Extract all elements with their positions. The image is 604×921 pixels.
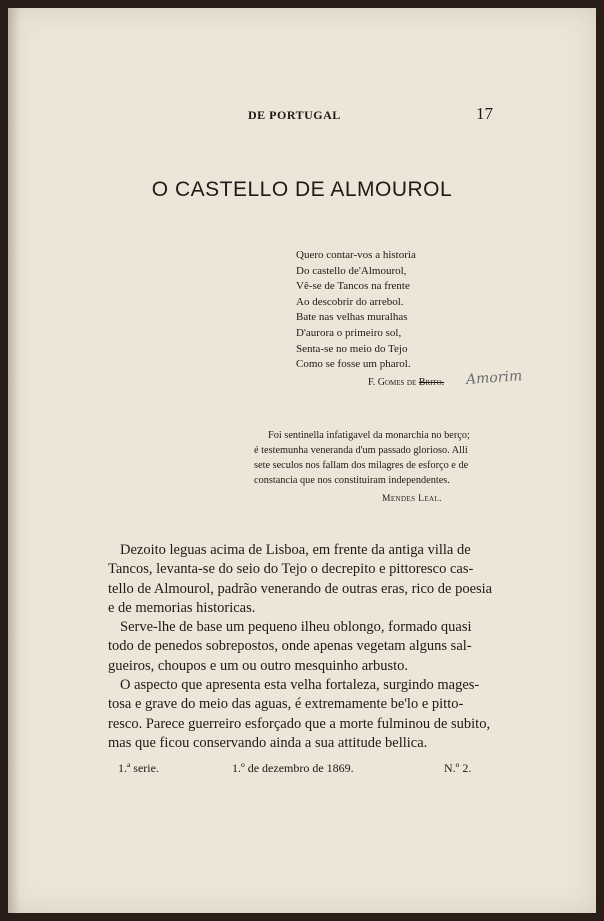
footer-date: 1.º de dezembro de 1869. (232, 761, 354, 775)
footer-series: 1.ª serie. (118, 761, 159, 775)
poem-line: Senta-se no meio do Tejo (296, 342, 408, 355)
body-line: Dezoito leguas acima de Lisboa, em frente da antiga villa de (120, 542, 471, 558)
body-line: e de memorias historicas. (108, 599, 256, 616)
poem-line: Como se fosse um pharol. (296, 358, 411, 371)
body-line: O aspecto que apresenta esta velha fortaleza, surgindo mages- (120, 677, 480, 694)
poem-line: Quero contar-vos a historia (296, 249, 416, 261)
poem-line: D'aurora o primeiro sol, (296, 326, 402, 339)
body-line: tello de Almourol, padrão venerando de outras eras, rico de poesia (108, 580, 493, 597)
poem-author: F. Gomes de (368, 377, 417, 388)
prose-epigraph (254, 428, 516, 488)
chapter-title: O CASTELLO DE ALMOUROL (151, 178, 453, 201)
body-line: Tancos, levanta-se do seio do Tejo o decrepito e pittoresco cas- (108, 561, 474, 578)
poem-line: Do castello de'Almourol, (296, 264, 407, 277)
running-head: DE PORTUGAL (248, 108, 341, 122)
page-number: 17 (476, 104, 493, 123)
poem-line: Bate nas velhas muralhas (296, 311, 408, 324)
poem-line: Ao descobrir do arrebol. (296, 295, 404, 308)
epigraph-line: constancia que nos constituiram independentes. (254, 475, 450, 486)
body-text (108, 541, 500, 753)
page-header (8, 104, 596, 128)
epigraph-line: Foi sentinella infatigavel da monarchia no berço; (268, 430, 470, 441)
body-line: tosa e grave do meio das aguas, é extremamente be'lo e pitto- (108, 696, 464, 713)
page-gutter-shadow (8, 8, 20, 913)
epigraph-attribution: Mendes Leal. (382, 494, 442, 504)
body-line: gueiros, choupos e um ou outro mesquinho arbusto. (108, 657, 409, 674)
body-line: todo de penedos sobrepostos, onde apenas vegetam alguns sal- (108, 638, 472, 655)
poem-epigraph (296, 248, 416, 373)
footer-issue-number: N.º 2. (444, 761, 472, 775)
book-page (8, 8, 596, 913)
struck-author-name: Brito. (418, 377, 445, 388)
poem-attribution (368, 377, 444, 388)
poem-line: Vê-se de Tancos na frente (296, 280, 410, 293)
body-line: resco. Parece guerreiro esforçado que a morte fulminou de subito, (108, 715, 491, 732)
epigraph-line: é testemunha veneranda d'um passado glorioso. Alli (254, 445, 468, 456)
handwritten-annotation: Amorim (465, 368, 523, 388)
body-line: mas que ficou conservando ainda a sua attitude bellica. (108, 734, 428, 751)
body-line: Serve-lhe de base um pequeno ilheu oblongo, formado quasi (120, 619, 472, 636)
epigraph-line: sete seculos nos fallam dos milagres de esforço e de (254, 460, 469, 471)
